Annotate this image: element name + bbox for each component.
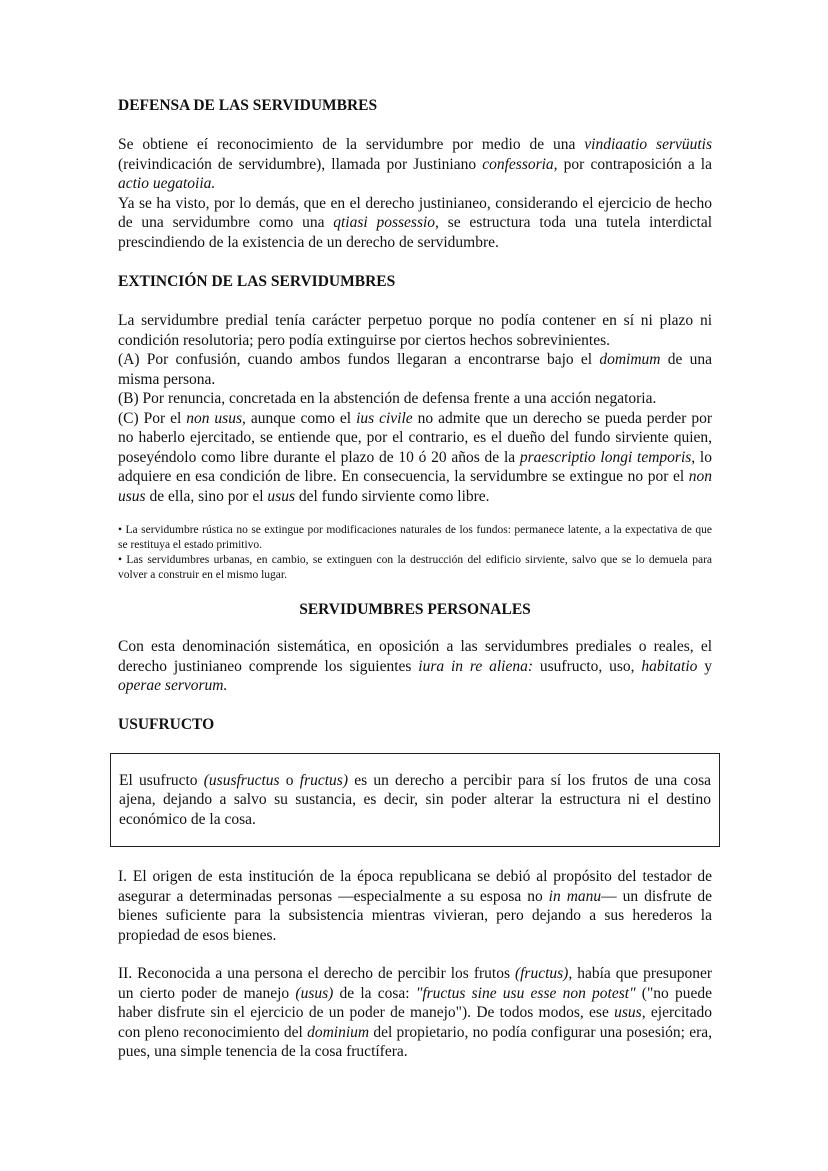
definition-text: El usufructo (ususfructus o fructus) es un derecho a percibir para sí los frutos de una cosa ajena, dejando a salvo su sustancia, es decir, sin poder alterar la estructura ni el destino económico de la cosa.	[119, 771, 711, 828]
paragraph-personales: Con esta denominación sistemática, en oposición a las servidumbres prediales o reales, el derecho justinianeo comprende los siguientes iura in re aliena: usufructo, uso, habitatio y operae servorum.	[118, 638, 713, 694]
paragraph-extincion-a: (A) Por confusión, cuando ambos fundos llegaran a encontrarse bajo el domimum de una misma persona.	[118, 351, 712, 388]
notes	[118, 523, 712, 583]
paragraph-extincion-c: (C) Por el non usus, aunque como el ius civile no admite que un derecho se pueda perder por no haberlo ejercitado, se entiende que, por el contrario, es el dueño del fundo sirviente quien, poseyéndolo como libre durante el plazo de 10 ó 20 años de la praescriptio longi temporis, lo adquiere en esa condición de libre. En consecuencia, la servidumbre se extingue no por el non usus de ella, sino por el usus del fundo sirviente como libre.	[118, 409, 712, 505]
heading-usufructo: USUFRUCTO	[118, 715, 215, 733]
paragraph-usufructo-i: I. El origen de esta institución de la época republicana se debió al propósito del testador de asegurar a determinadas personas —especialmente a su esposa no in manu— un disfrute de bienes suficiente para la subsistencia mientras vivieran, pero dejando a sus herederos la propiedad de esos bienes.	[118, 868, 713, 944]
paragraph-usufructo-ii: II. Reconocida a una persona el derecho de percibir los frutos (fructus), había que presuponer un cierto poder de manejo (usus) de la cosa: "fructus sine usu esse non potest" ("no puede haber disfrute sin el ejercicio de un poder de manejo"). De todos modos, ese usus, ejercitado con pleno reconocimiento del dominium del propietario, no podía configurar una posesión; era, pues, una simple tenencia de la cosa fructífera.	[118, 965, 713, 1060]
page-content	[118, 96, 712, 1062]
heading-extincion: EXTINCIÓN DE LAS SERVIDUMBRES	[118, 273, 396, 290]
note-urbanas: • Las servidumbres urbanas, en cambio, se extinguen con la destrucción del edificio sirviente, salvo que se lo demuela para volver a construir en el mismo lugar.	[118, 554, 712, 581]
paragraph-defensa-1: Se obtiene eí reconocimiento de la servidumbre por medio de una vindiaatio servüutis (reivindicación de servidumbre), llamada por Justiniano confessoria, por contraposición a la actio uegatoiia.	[118, 136, 713, 192]
heading-defensa: DEFENSA DE LAS SERVIDUMBRES	[118, 97, 378, 114]
paragraph-extincion-1: La servidumbre predial tenía carácter perpetuo porque no podía contener en sí ni plazo ni condición resolutoria; pero podía extinguirse por ciertos hechos sobrevinientes.	[118, 312, 712, 349]
paragraph-defensa-2: Ya se ha visto, por lo demás, que en el derecho justinianeo, considerando el ejercicio de hecho de una servidumbre como una qtiasi possessio, se estructura toda una tutela interdictal prescindiendo de la existencia de un derecho de servidumbre.	[118, 194, 713, 251]
paragraph-extincion-b: (B) Por renuncia, concretada en la abstención de defensa frente a una acción negatoria.	[118, 390, 657, 407]
heading-personales: SERVIDUMBRES PERSONALES	[299, 601, 531, 618]
note-rustica: • La servidumbre rústica no se extingue por modificaciones naturales de los fundos: permanece latente, a la expectativa de que se restituya el estado primitivo.	[118, 524, 712, 551]
definition-box	[110, 753, 720, 848]
